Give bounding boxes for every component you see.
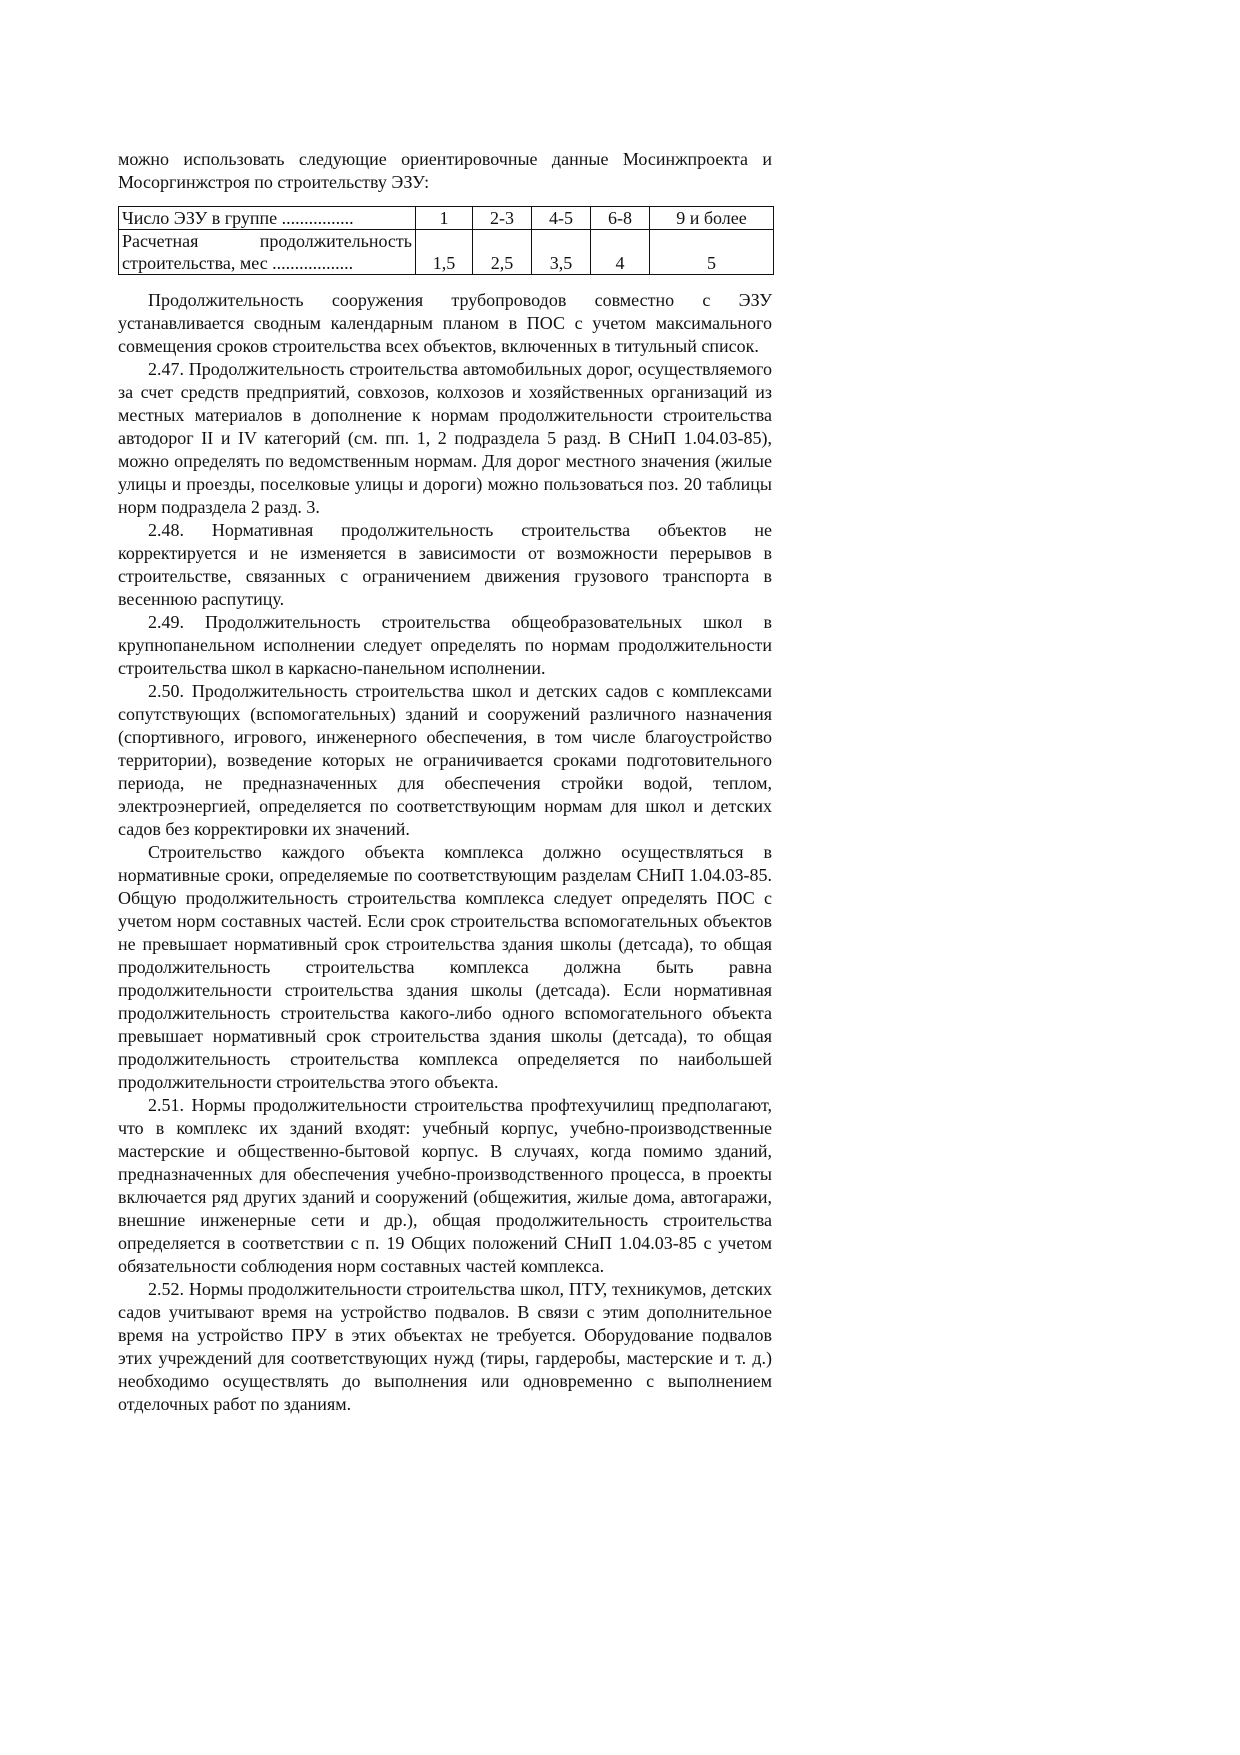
- construction-duration-table: [118, 206, 774, 275]
- table-cell: 6-8: [591, 207, 650, 230]
- table-cell: 2,5: [473, 230, 532, 275]
- paragraph: 2.51. Нормы продолжительности строительства профтехучилищ предполагают, что в комплекс их зданий входят: учебный корпус, учебно-производственные мастерские и общественно-бытовой корпус. В случаях, когда помимо зданий, предназначенных для обеспечения учебно-производственного процесса, в проекты включается ряд других зданий и сооружений (общежития, жилые дома, автогаражи, внешние инженерные сети и др.), общая продолжительность строительства определяется в соответствии с п. 19 Общих положений СНиП 1.04.03-85 с учетом обязательности соблюдения норм составных частей комплекса.: [118, 1095, 772, 1276]
- table-cell: 5: [650, 230, 774, 275]
- table-row: [119, 207, 774, 230]
- table-row: [119, 230, 774, 275]
- table-cell: 1,5: [416, 230, 473, 275]
- table-cell: 2-3: [473, 207, 532, 230]
- paragraph: 2.50. Продолжительность строительства школ и детских садов с комплексами сопутствующих (вспомогательных) зданий и сооружений различного назначения (спортивного, игрового, инженерного обеспечения, в том числе благоустройство территории), возведение которых не ограничивается сроками подготовительного периода, не предназначенных для обеспечения стройки водой, теплом, электроэнергией, определяется по соответствующим нормам для школ и детских садов без корректировки их значений.: [118, 681, 772, 839]
- table-cell: 1: [416, 207, 473, 230]
- paragraph: Продолжительность сооружения трубопроводов совместно с ЭЗУ устанавливается сводным календарным планом в ПОС с учетом максимального совмещения сроков строительства всех объектов, включенных в титульный список.: [118, 290, 772, 356]
- table-cell: 4-5: [532, 207, 591, 230]
- paragraph: 2.52. Нормы продолжительности строительства школ, ПТУ, техникумов, детских садов учитывают время на устройство подвалов. В связи с этим дополнительное время на устройство ПРУ в этих объектах не требуется. Оборудование подвалов этих учреждений для соответствующих нужд (тиры, гардеробы, мастерские и т. д.) необходимо осуществлять до выполнения или одновременно с выполнением отделочных работ по зданиям.: [118, 1279, 772, 1414]
- table-cell-label: [119, 230, 416, 275]
- paragraph: Строительство каждого объекта комплекса должно осуществляться в нормативные сроки, определяемые по соответствующим разделам СНиП 1.04.03-85. Общую продолжительность строительства комплекса следует определять ПОС с учетом норм составных частей. Если срок строительства вспомогательных объектов не превышает нормативный срок строительства здания школы (детсада), то общая продолжительность строительства комплекса должна быть равна продолжительности строительства здания школы (детсада). Если нормативная продолжительность строительства какого-либо одного вспомогательного объекта превышает нормативный срок строительства здания школы (детсада), то общая продолжительность строительства комплекса определяется по наибольшей продолжительности строительства этого объекта.: [118, 842, 772, 1092]
- table-label-line: Расчетная продолжительность: [122, 231, 412, 251]
- paragraph: 2.47. Продолжительность строительства автомобильных дорог, осуществляемого за счет средств предприятий, совхозов, колхозов и хозяйственных организаций из местных материалов в дополнение к нормам продолжительности строительства автодорог II и IV категорий (см. пп. 1, 2 подраздела 5 разд. В СНиП 1.04.03-85), можно определять по ведомственным нормам. Для дорог местного значения (жилые улицы и проезды, поселковые улицы и дороги) можно пользоваться поз. 20 таблицы норм подраздела 2 разд. 3.: [118, 359, 772, 517]
- table-cell: 4: [591, 230, 650, 275]
- paragraph: 2.49. Продолжительность строительства общеобразовательных школ в крупнопанельном исполнении следует определять по нормам продолжительности строительства школ в каркасно-панельном исполнении.: [118, 612, 772, 678]
- table-cell: 3,5: [532, 230, 591, 275]
- intro-paragraph: можно использовать следующие ориентировочные данные Мосинжпроекта и Мосоргинжстроя по строительству ЭЗУ:: [118, 149, 772, 192]
- table-cell: 9 и более: [650, 207, 774, 230]
- document-page: [118, 148, 772, 1416]
- paragraph: 2.48. Нормативная продолжительность строительства объектов не корректируется и не изменяется в зависимости от возможности перерывов в строительстве, связанных с ограничением движения грузового транспорта в весеннюю распутицу.: [118, 520, 772, 609]
- table-label-line: строительства, мес ..................: [122, 253, 354, 273]
- table-cell-label: Число ЭЗУ в группе ................: [119, 207, 416, 230]
